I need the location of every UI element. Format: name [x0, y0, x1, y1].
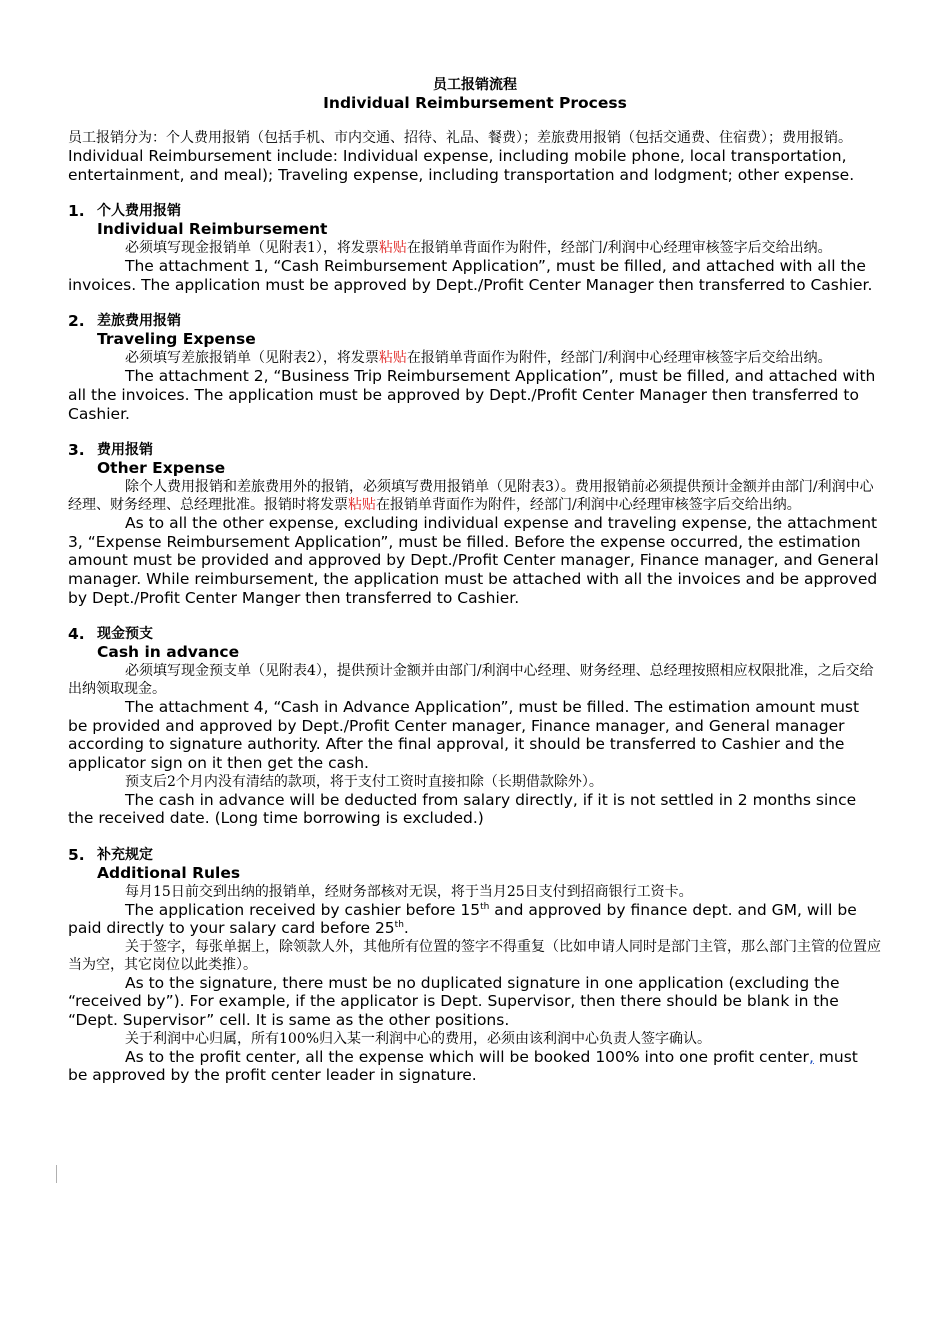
- section-number: 3.: [68, 441, 85, 460]
- section-number: 2.: [68, 312, 85, 331]
- section-title-en: Other Expense: [97, 459, 226, 478]
- title-cn: 员工报销流程: [433, 77, 517, 93]
- section-5-cn-3: 关于利润中心归属，所有100%归入某一利润中心的费用，必须由该利润中心负责人签字确认。: [125, 1030, 712, 1047]
- section-5-en-1: The application received by cashier before 15th and approved by finance dept. and GM, will be paid directly to your salary card before 25th.: [68, 900, 857, 938]
- section-number: 1.: [68, 202, 85, 221]
- section-title-cn: 个人费用报销: [97, 203, 181, 220]
- section-title-cn: 现金预支: [97, 626, 153, 643]
- section-number: 4.: [68, 625, 85, 644]
- section-3-heading: [68, 441, 882, 478]
- highlighted-text: 粘贴: [378, 350, 407, 367]
- section-5-en-2: As to the signature, there must be no duplicated signature in one application (excluding the “received by”). For example, if the applicator is Dept. Supervisor, then there should be blank in the “Dept. Supervisor” cell. It is same as the other positions.: [68, 973, 840, 1030]
- change-bar-marker: [56, 1165, 57, 1183]
- section-title-en: Traveling Expense: [97, 330, 256, 349]
- section-4-cn-2: 预支后2个月内没有清结的款项，将于支付工资时直接扣除（长期借款除外）。: [125, 773, 603, 790]
- highlighted-text: 粘贴: [348, 497, 376, 514]
- section-title-en: Cash in advance: [97, 643, 240, 662]
- section-title-cn: 费用报销: [97, 442, 153, 459]
- section-5-heading: [68, 846, 882, 883]
- intro-en: Individual Reimbursement include: Individual expense, including mobile phone, local transportation, entertainment, and meal); Traveling expense, including transportation and lodgment; other expense.: [68, 147, 855, 184]
- tracked-change-mark: ,: [808, 1047, 814, 1066]
- document-page: [68, 74, 882, 1085]
- section-4-cn-1: 必须填写现金预支单（见附表4），提供预计金额并由部门/利润中心经理、财务经理、总经理按照相应权限批准，之后交给出纳领取现金。: [68, 663, 874, 698]
- section-title-cn: 补充规定: [97, 846, 153, 863]
- section-5-cn-1: 每月15日前交到出纳的报销单，经财务部核对无误，将于当月25日支付到招商银行工资卡。: [125, 883, 693, 900]
- highlighted-text: 粘贴: [378, 240, 407, 257]
- section-1-cn: 必须填写现金报销单（见附表1），将发票粘贴在报销单背面作为附件，经部门/利润中心经理审核签字后交给出纳。: [125, 240, 832, 257]
- section-number: 5.: [68, 845, 85, 864]
- section-title-en: Individual Reimbursement: [97, 220, 328, 239]
- section-title-en: Additional Rules: [97, 863, 241, 882]
- section-4-en-2: The cash in advance will be deducted from salary directly, if it is not settled in 2 months since the received date. (Long time borrowing is excluded.): [68, 790, 857, 828]
- section-3-en: As to all the other expense, excluding individual expense and traveling expense, the attachment 3, “Expense Reimbursement Application”, must be filled. Before the expense occurred, the estimation amount must be provided and approved by Dept./Profit Center manager, Finance manager, and General manager. While reimbursement, the application must be attached with all the invoices and be approved by Dept./Profit Center Manger then transferred to Cashier.: [68, 514, 879, 607]
- section-1-en: The attachment 1, “Cash Reimbursement Application”, must be filled, and attached with all the invoices. The application must be approved by Dept./Profit Center Manager then transferred to Cashier.: [68, 257, 873, 294]
- section-2-cn: 必须填写差旅报销单（见附表2），将发票粘贴在报销单背面作为附件，经部门/利润中心经理审核签字后交给出纳。: [125, 350, 832, 367]
- section-2-heading: [68, 312, 882, 349]
- intro-cn: 员工报销分为：个人费用报销（包括手机、市内交通、招待、礼品、餐费）；差旅费用报销（包括交通费、住宿费）；费用报销。: [68, 130, 852, 146]
- section-4-en-1: The attachment 4, “Cash in Advance Application”, must be filled. The estimation amount must be provided and approved by Dept./Profit Center manager, Finance manager, and General manager according to signature authority. After the final approval, it should be transferred to Cashier and the applicator sign on it then get the cash.: [68, 698, 860, 772]
- section-5-cn-2: 关于签字，每张单据上，除领款人外，其他所有位置的签字不得重复（比如申请人同时是部门主管，那么部门主管的位置应当为空，其它岗位以此类推）。: [68, 938, 881, 973]
- section-2-en: The attachment 2, “Business Trip Reimbursement Application”, must be filled, and attached with all the invoices. The application must be approved by Dept./Profit Center Manager then transferred to Cashier.: [68, 367, 876, 423]
- section-4-heading: [68, 625, 882, 662]
- title-en: Individual Reimbursement Process: [323, 94, 627, 112]
- section-title-cn: 差旅费用报销: [97, 313, 181, 330]
- section-5-en-3: As to the profit center, all the expense which will be booked 100% into one profit center, must be approved by the profit center leader in signature.: [68, 1047, 858, 1085]
- section-3-cn: 除个人费用报销和差旅费用外的报销，必须填写费用报销单（见附表3）。费用报销前必须提供预计金额并由部门/利润中心经理、财务经理、总经理批准。报销时将发票粘贴在报销单背面作为附件，经部门/利润中心经理审核签字后交给出纳。: [68, 479, 874, 514]
- section-1-heading: [68, 202, 882, 239]
